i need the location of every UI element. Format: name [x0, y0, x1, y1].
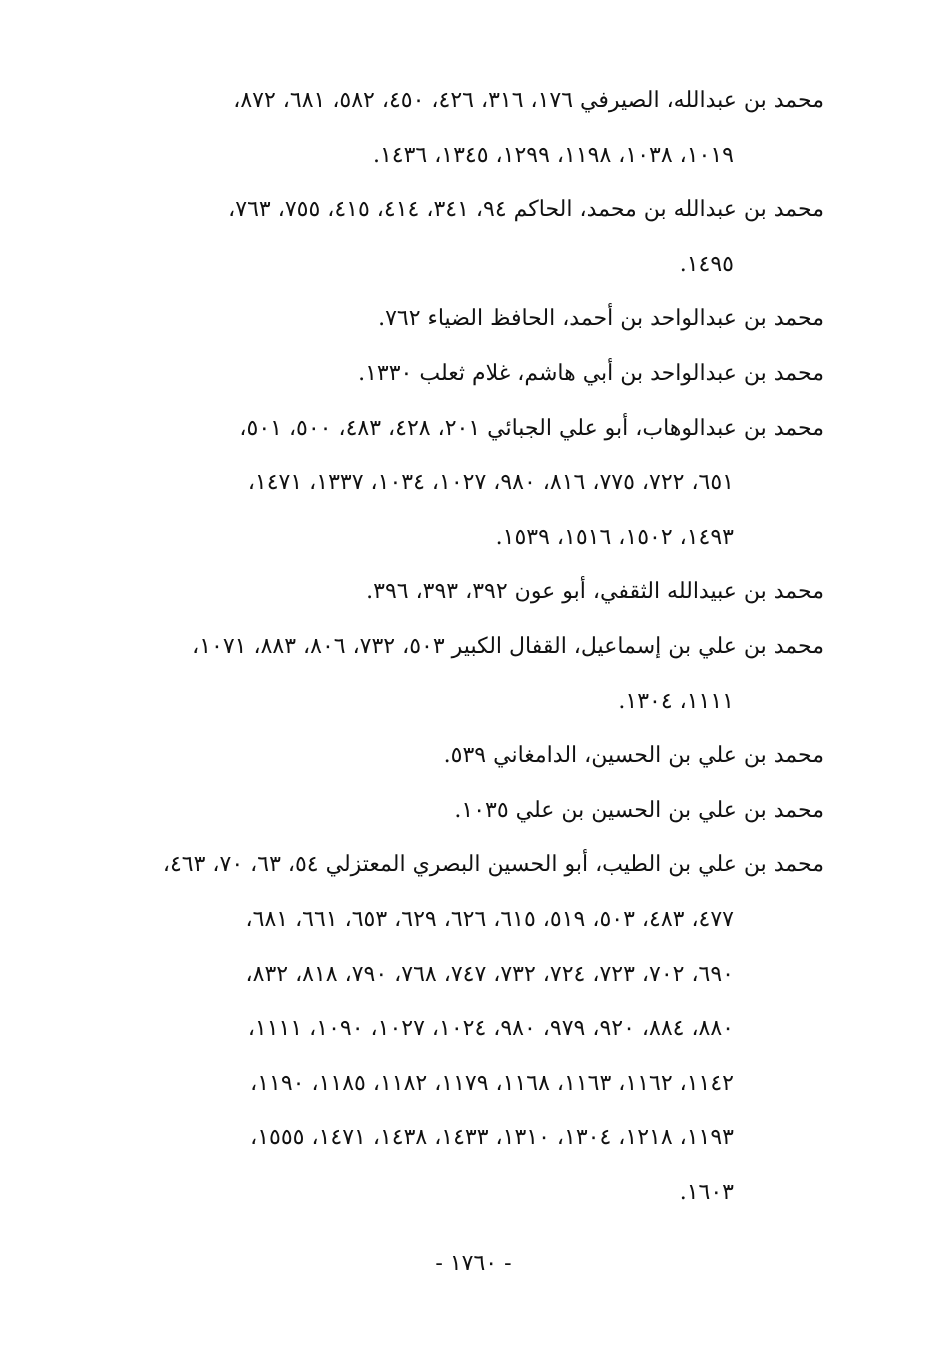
entry-heading-line: محمد بن علي بن الطيب، أبو الحسين البصري المعتزلي ٥٤، ٦٣، ٧٠، ٤٦٣،	[162, 852, 824, 878]
entry-heading-line: محمد بن علي بن الحسين، الدامغاني ٥٣٩.	[443, 743, 824, 769]
entry-heading-line: محمد بن عبدالواحد بن أبي هاشم، غلام ثعلب ١٣٣٠.	[358, 360, 824, 386]
index-entry	[100, 402, 824, 566]
index-entry	[100, 729, 824, 784]
entry-heading-line: محمد بن عبدالوهاب، أبو علي الجبائي ٢٠١، ٤٢٨، ٤٨٣، ٥٠٠، ٥٠١،	[239, 415, 824, 441]
entry-continuation-line: ١٦٠٣.	[679, 1179, 734, 1205]
entry-continuation-line: ١١٤٢، ١١٦٢، ١١٦٣، ١١٦٨، ١١٧٩، ١١٨٢، ١١٨٥، ١١٩٠،	[250, 1070, 734, 1096]
entry-continuation-line: ١٤٩٥.	[679, 251, 734, 277]
entry-heading-line: محمد بن علي بن الحسين بن علي ١٠٣٥.	[454, 797, 824, 823]
index-entry	[100, 292, 824, 347]
index-entry	[100, 784, 824, 839]
entry-heading-line: محمد بن عبيدالله الثقفي، أبو عون ٣٩٢، ٣٩٣، ٣٩٦.	[366, 579, 824, 605]
entry-heading-line: محمد بن علي بن إسماعيل، القفال الكبير ٥٠٣، ٧٣٢، ٨٠٦، ٨٨٣، ١٠٧١،	[192, 633, 824, 659]
index-entry	[100, 620, 824, 729]
entry-continuation-line: ٤٧٧، ٤٨٣، ٥٠٣، ٥١٩، ٦١٥، ٦٢٦، ٦٢٩، ٦٥٣، ٦٦١، ٦٨١،	[245, 906, 734, 932]
index-entry	[100, 74, 824, 183]
entry-continuation-line: ١٠١٩، ١٠٣٨، ١١٩٨، ١٢٩٩، ١٣٤٥، ١٤٣٦.	[372, 142, 734, 168]
index-entry	[100, 838, 824, 1220]
name-index	[100, 74, 824, 1220]
entry-continuation-line: ٦٩٠، ٧٠٢، ٧٢٣، ٧٢٤، ٧٣٢، ٧٤٧، ٧٦٨، ٧٩٠، ٨١٨، ٨٣٢،	[245, 961, 734, 987]
index-entry	[100, 183, 824, 292]
page-number: - ١٧٦٠ -	[435, 1251, 512, 1276]
entry-continuation-line: ١١١١، ١٣٠٤.	[618, 688, 734, 714]
entry-continuation-line: ١٤٩٣، ١٥٠٢، ١٥١٦، ١٥٣٩.	[495, 524, 734, 550]
index-entry	[100, 347, 824, 402]
entry-heading-line: محمد بن عبدالواحد بن أحمد، الحافظ الضياء ٧٦٢.	[378, 306, 824, 332]
entry-continuation-line: ٦٥١، ٧٢٢، ٧٧٥، ٨١٦، ٩٨٠، ١٠٢٧، ١٠٣٤، ١٣٣٧، ١٤٧١،	[247, 470, 734, 496]
entry-heading-line: محمد بن عبدالله بن محمد، الحاكم ٩٤، ٣٤١، ٤١٤، ٤١٥، ٧٥٥، ٧٦٣،	[228, 197, 824, 223]
entry-continuation-line: ٨٨٠، ٨٨٤، ٩٢٠، ٩٧٩، ٩٨٠، ١٠٢٤، ١٠٢٧، ١٠٩٠، ١١١١،	[247, 1016, 734, 1042]
index-entry	[100, 565, 824, 620]
entry-continuation-line: ١١٩٣، ١٢١٨، ١٣٠٤، ١٣١٠، ١٤٣٣، ١٤٣٨، ١٤٧١، ١٥٥٥،	[250, 1125, 734, 1151]
entry-heading-line: محمد بن عبدالله، الصيرفي ١٧٦، ٣١٦، ٤٢٦، ٤٥٠، ٥٨٢، ٦٨١، ٨٧٢،	[233, 88, 824, 113]
